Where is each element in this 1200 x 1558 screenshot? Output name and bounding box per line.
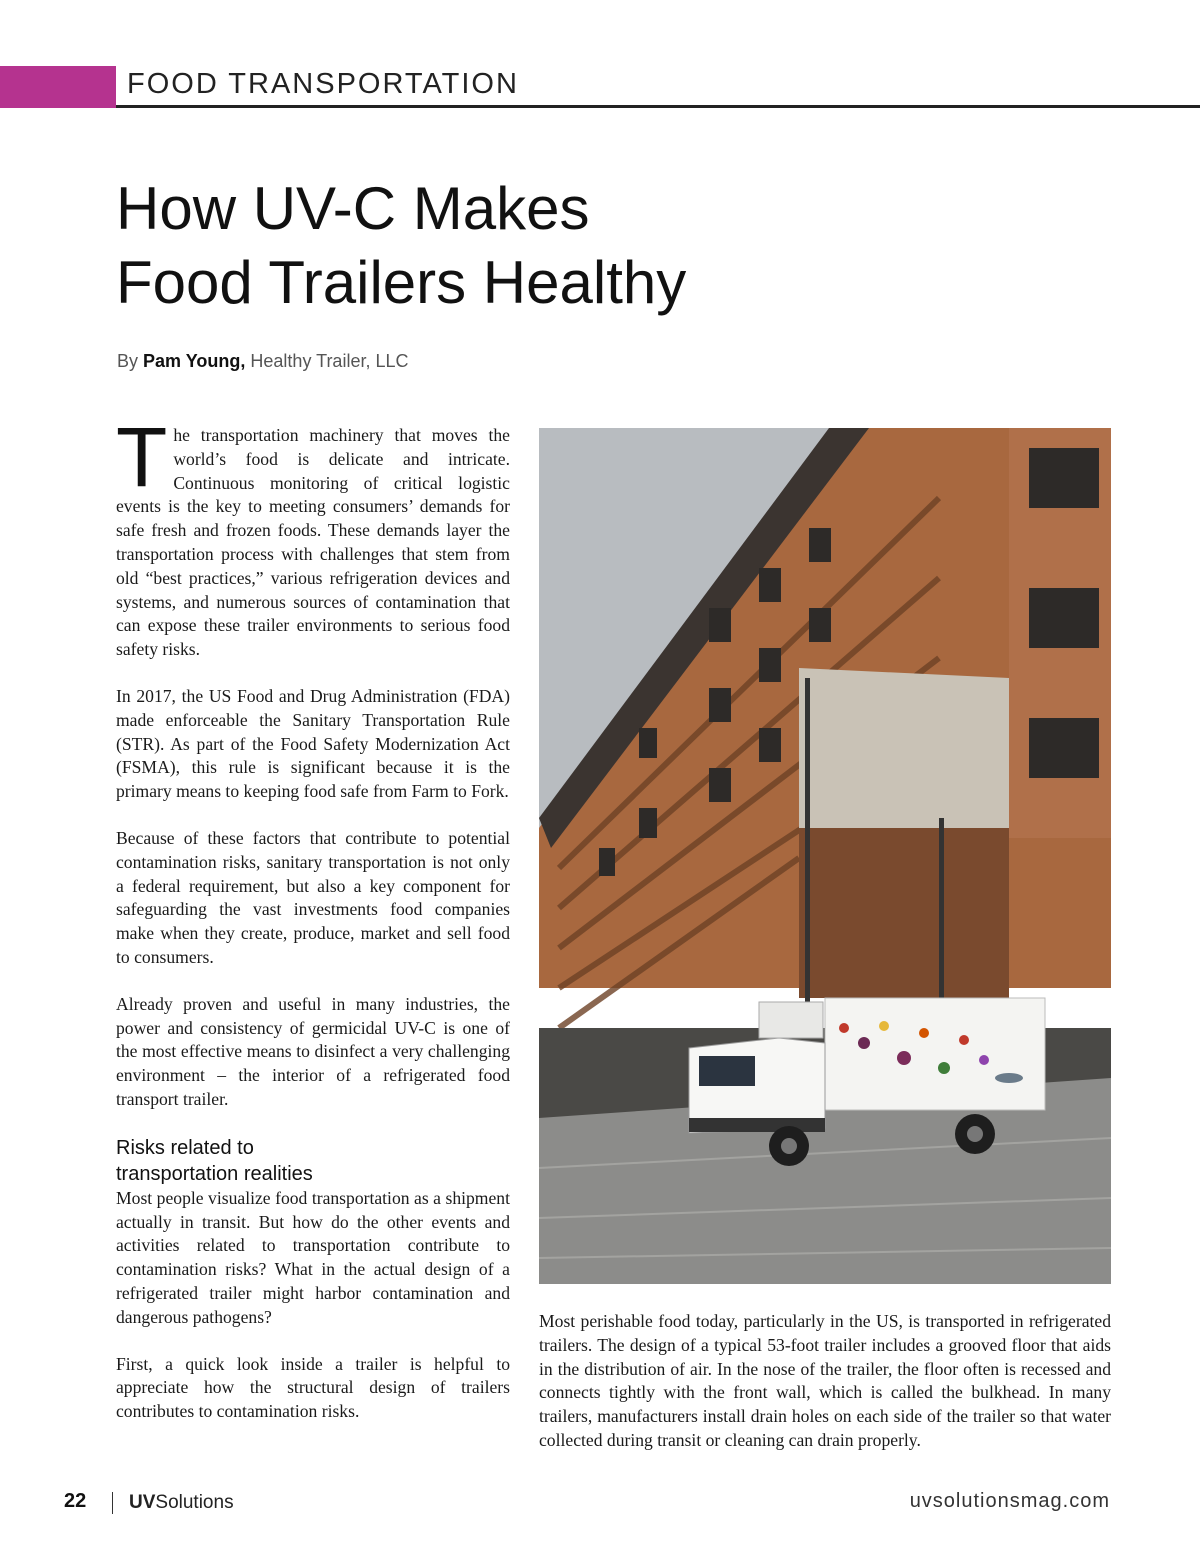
paragraph-4: Already proven and useful in many industries, the power and consistency of germicidal UV-C is one of the most effective means to disinfect a very challenging environment – the interior of a refrigerated food transport trailer. (116, 993, 510, 1109)
byline-prefix: By (117, 351, 139, 371)
author-name: Pam Young, (143, 351, 246, 371)
brand-bold: UV (129, 1492, 156, 1513)
byline (117, 351, 408, 372)
paragraph-2: In 2017, the US Food and Drug Administration (FDA) made enforceable the Sanitary Transportation Rule (STR). As part of the Food Safety Modernization Act (FSMA), this rule is significant because it is the primary means to keeping food safe from Farm to Fork. (116, 685, 510, 802)
paragraph-1-text: he transportation machinery that moves the world’s food is delicate and intricate. Continuous monitoring of critical logistic events is the key to meeting consumers’ demands for safe fresh and frozen foods. These demands layer the transportation process with challenges that stem from old “best practices,” various refrigeration devices and systems, and numerous sources of contamination that can expose these trailer environments to serious food safety risks. (116, 425, 510, 660)
magazine-brand (129, 1492, 234, 1514)
magazine-url: uvsolutionsmag.com (909, 1490, 1110, 1512)
section-label: FOOD TRANSPORTATION (127, 68, 519, 100)
header-rule (116, 105, 1200, 108)
section-accent-bar (0, 66, 116, 108)
subheading (116, 1135, 510, 1187)
subheading-line-2: transportation realities (116, 1162, 313, 1185)
paragraph-7: Most perishable food today, particularly in the US, is transported in refrigerated trailers. The design of a typical 53-foot trailer includes a grooved floor that aids in the distribution of air. In the nose of the trailer, the floor often is recessed and connects tightly with the front wall, which is called the bulkhead. In many trailers, manufacturers install drain holes on each side of the trailer so that water collected during transit or cleaning can drain properly. (539, 1311, 1111, 1450)
right-column (539, 1310, 1111, 1476)
paragraph-6: First, a quick look inside a trailer is helpful to appreciate how the structural design of trailers contributes to contamination risks. (116, 1353, 510, 1422)
left-column (116, 410, 510, 1447)
article-title (116, 172, 686, 320)
drop-cap: T (116, 410, 168, 504)
brand-rest: Solutions (155, 1492, 234, 1513)
author-affiliation: Healthy Trailer, LLC (250, 351, 409, 371)
subheading-line-1: Risks related to (116, 1136, 254, 1159)
title-line-1: How UV-C Makes (116, 175, 590, 242)
paragraph-3: Because of these factors that contribute to potential contamination risks, sanitary transportation is not only a federal requirement, but also a key component for safeguarding the vast investments food companies make when they create, produce, market and sell food to consumers. (116, 827, 510, 967)
footer-divider (112, 1492, 113, 1514)
page-number: 22 (64, 1490, 87, 1512)
paragraph-1 (116, 410, 510, 662)
title-line-2: Food Trailers Healthy (116, 249, 687, 316)
article-photo-truck-building (539, 428, 1111, 1284)
paragraph-5: Most people visualize food transportation as a shipment actually in transit. But how do the other events and activities related to transportation contribute to contamination risks? What in the actual design of a refrigerated trailer might harbor contamination and dangerous pathogens? (116, 1187, 510, 1327)
